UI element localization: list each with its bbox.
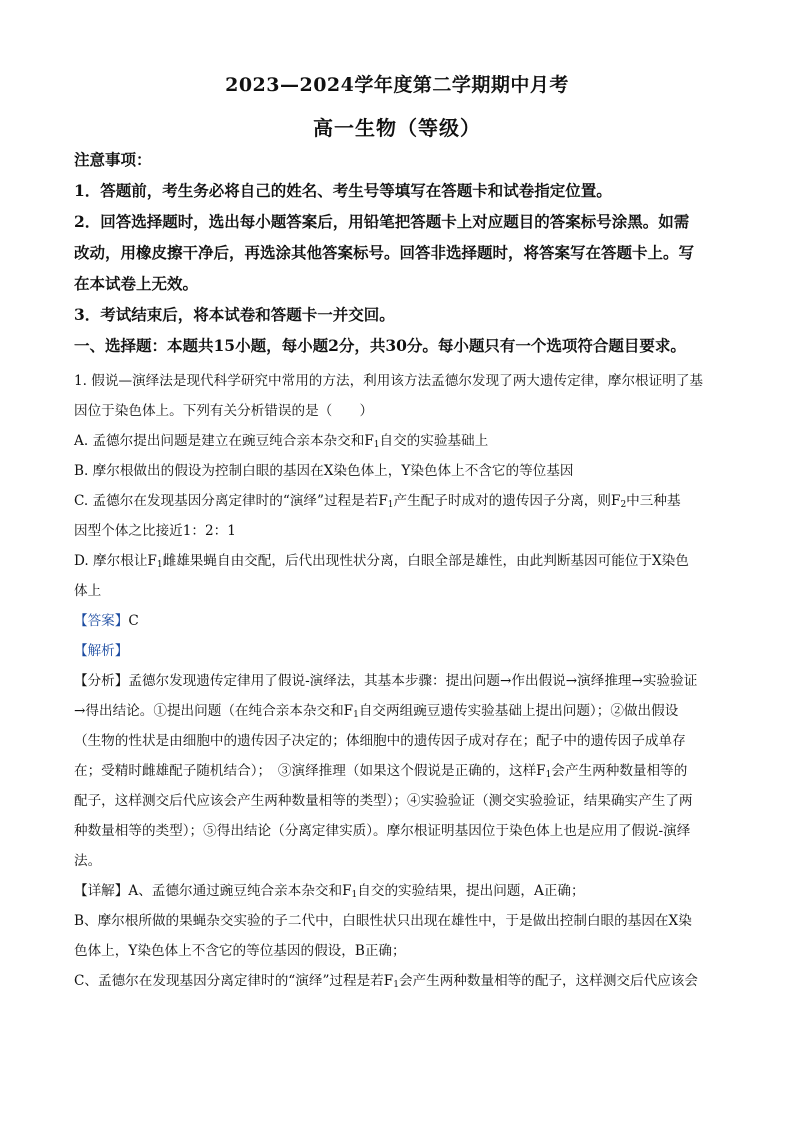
question-1 [74,366,720,996]
option-b: B. 摩尔根做出的假设为控制白眼的基因在X染色体上，Y染色体上不含它的等位基因 [74,463,574,479]
question-1-stem-line-2: 因位于染色体上。下列有关分析错误的是（ ） [74,403,374,419]
detail-b-line-1: B、摩尔根所做的果蝇杂交实验的子二代中，白眼性状只出现在雄性中，于是做出控制白眼的基因在X染 [74,913,692,929]
detail-a: 【详解】A、孟德尔通过豌豆纯合亲本杂交和$F_1$自交的实验结果，提出问题，A正确； [74,883,585,900]
notice-item-1: 1．答题前，考生务必将自己的姓名、考生号等填写在答题卡和试卷指定位置。 [74,181,612,200]
option-a: A. 孟德尔提出问题是建立在豌豆纯合亲本杂交和$F_1$自交的实验基础上 [74,433,489,450]
fenxi-line-7: 法。 [74,853,102,869]
fenxi-line-6: 种数量相等的类型）；⑤得出结论（分离定律实质）。摩尔根证明基因位于染色体上也是应用了假说-演绎 [74,823,691,839]
answer-tag: 【答案】 [74,613,129,629]
detail-c-line-1: C、孟德尔在发现基因分离定律时的“演绎”过程是若$F_1$会产生两种数量相等的配子，这样测交后代应该会 [74,973,698,990]
exam-subtitle: 高一生物（等级） [313,116,481,140]
fenxi-line-2: →得出结论。①提出问题（在纯合亲本杂交和$F_1$自交两组豌豆遗传实验基础上提出问题）；②做出假设 [74,703,679,720]
option-d-line-1: D. 摩尔根让$F_1$雌雄果蝇自由交配，后代出现性状分离，白眼全部是雄性，由此判断基因可能位于X染色 [74,553,689,570]
option-c-line-2: 因型个体之比接近1：2：1 [74,523,236,539]
fenxi-tag: 【分析】 [74,673,129,689]
answer-value: C [128,613,139,629]
detail-tag: 【详解】 [74,883,129,899]
option-d-line-2: 体上 [74,583,102,599]
section-1-heading: 一、选择题：本题共15小题，每小题2分，共30分。每小题只有一个选项符合题目要求。 [74,336,686,355]
exam-title: 2023—2024学年度第二学期期中月考 [225,74,569,96]
option-c-line-1: C. 孟德尔在发现基因分离定律时的“演绎”过程是若$F_1$产生配子时成对的遗传因子分离，则$F_2$中三种基 [74,493,681,510]
notice-item-2-line-3: 在本试卷上无效。 [74,274,199,293]
notice-item-2-line-1: 2．回答选择题时，选出每小题答案后，用铅笔把答题卡上对应题目的答案标号涂黑。如需 [74,212,690,231]
fenxi-line-5: 配子，这样测交后代应该会产生两种数量相等的类型）；④实验验证（测交实验验证，结果确实产生了两 [74,793,693,809]
detail-b-line-2: 色体上，Y染色体上不含它的等位基因的假设，B正确； [74,943,406,959]
answer-row [74,606,720,636]
notice-item-2-line-2: 改动，用橡皮擦干净后，再选涂其他答案标号。回答非选择题时，将答案写在答题卡上。写 [74,243,695,262]
fenxi-line-1: 【分析】孟德尔发现遗传定律用了假说-演绎法，其基本步骤：提出问题→作出假说→演绎推理→实验验证 [74,673,698,689]
notice-item-3: 3．考试结束后，将本试卷和答题卡一并交回。 [74,305,395,324]
fenxi-line-3: （生物的性状是由细胞中的遗传因子决定的；体细胞中的遗传因子成对存在；配子中的遗传因子成单存 [74,733,686,749]
notice-section [74,146,720,360]
question-1-stem-line-1: 1. 假说—演绎法是现代科学研究中常用的方法，利用该方法孟德尔发现了两大遗传定律，摩尔根证明了基 [74,373,704,389]
notice-heading: 注意事项： [74,150,152,169]
fenxi-line-4: 在；受精时雌雄配子随机结合）； ③演绎推理（如果这个假说是正确的，这样$F_1$会产生两种数量相等的 [74,763,688,780]
analysis-tag: 【解析】 [74,643,129,659]
